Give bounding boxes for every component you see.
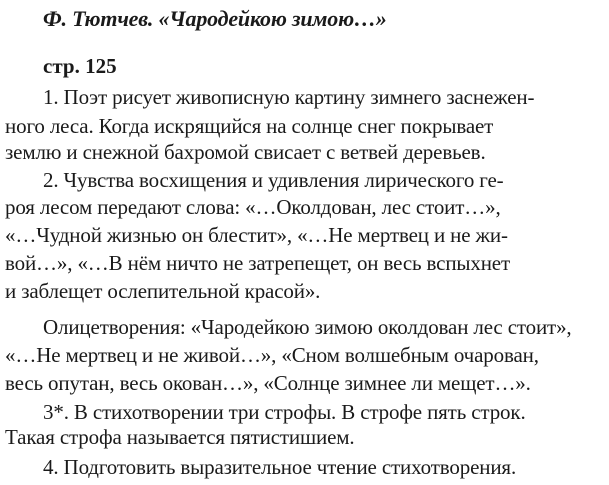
text-line: 1. Поэт рисует живописную картину зимнего заснежен- [43,85,535,109]
text-line: «…Чудной жизнью он блестит», «…Не мертвец и не жи- [5,223,508,247]
text-line: вой…», «…В нём ничто не затрепещет, он весь вспыхнет [5,251,511,275]
section-heading: Ф. Тютчев. «Чародейкою зимою…» [43,6,387,31]
page-reference: стр. 125 [43,54,117,78]
text-line: весь опутан, весь окован…», «Солнце зимнее ли мещет…». [5,371,531,395]
text-line: 4. Подготовить выразительное чтение стихотворения. [43,455,517,479]
text-line: 3*. В стихотворении три строфы. В строфе пять строк. [43,400,526,424]
text-line: ного леса. Когда искрящийся на солнце снег покрывает [5,114,494,138]
text-line: 2. Чувства восхищения и удивления лирического ге- [43,168,504,192]
text-line: «…Не мертвец и не живой…», «Сном волшебным очарован, [5,343,539,367]
text-line: и заблещет ослепительной красой». [5,279,321,303]
text-line: Такая строфа называется пятистишием. [5,425,355,449]
text-line: землю и снежной бахромой свисает с ветвей деревьев. [5,140,486,164]
text-line: Олицетворения: «Чародейкою зимою околдован лес стоит», [43,315,572,339]
text-line: роя лесом передают слова: «…Околдован, лес стоит…», [5,195,501,219]
